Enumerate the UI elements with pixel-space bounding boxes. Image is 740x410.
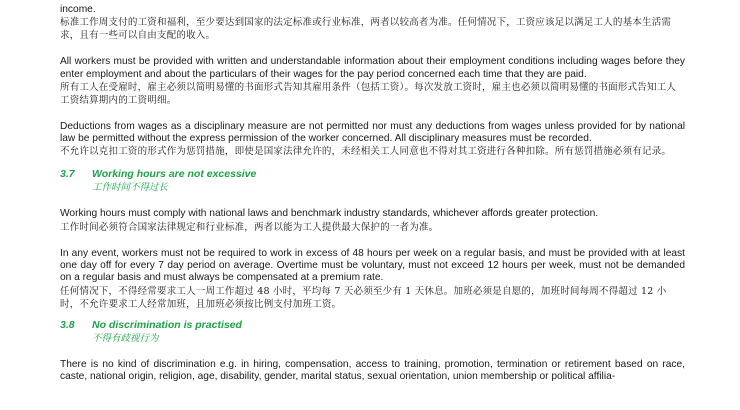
hours-48-zh: 任何情况下，不得经常要求工人一周工作超过 48 小时，平均每 7 天必须至少有 1 天休息。加班必须是自愿的，加班时间每周不得超过 12 小时，不允许要求工人经常加班，且加班必须按比例支付加班工资。: [60, 285, 667, 310]
income-zh-text: 标准工作周支付的工资和福利，至少要达到国家的法定标准或行业标准，两者以较高者为准。任何情况下，工资应该足以满足工人的基本生活需求，且有一些可以自由支配的收入。: [60, 17, 672, 42]
hours-law-paragraph: [60, 208, 685, 233]
written-info-en: All workers must be provided with written and understandable information about their employment conditions including wages before they enter employment and about the particulars of their wages for the pay period concerned each time that they are paid.: [60, 56, 685, 80]
written-info-zh: 所有工人在受雇时，雇主必须以简明易懂的书面形式告知其雇用条件（包括工资）。每次发放工资时，雇主也必须以简明易懂的书面形式告知工人工资结算期内的工资明细。: [60, 81, 677, 106]
section-3-8-title-zh: 不得有歧视行为: [92, 332, 159, 344]
written-info-paragraph: [60, 56, 685, 107]
section-3-8-title-en: No discrimination is practised: [92, 318, 242, 331]
hours-48-en: In any event, workers must not be required to work in excess of 48 hours per week on a regular basis, and must be provided with at least one day off for every 7 day period on average. Overtime must be voluntary, must not exceed 12 hours per week, must not be demanded on a regular basis and must always be compensated at a premium rate.: [60, 247, 685, 284]
section-3-7-title-en: Working hours are not excessive: [92, 168, 257, 181]
section-3-7-number: 3.7: [60, 168, 75, 181]
discrimination-en: There is no kind of discrimination e.g. in hiring, compensation, access to training, promotion, termination or retirement based on race, caste, national origin, religion, age, disability, gender, marital status, sexual orientation, union membership or political affilia-: [60, 358, 685, 382]
hours-48-paragraph: [60, 248, 685, 311]
income-tail-text: income.: [60, 4, 96, 15]
deductions-en: Deductions from wages as a disciplinary measure are not permitted nor must any deductions from wages unless provided for by national law be permitted without the express permission of the worker concerned. All disciplinary measures must be recorded.: [60, 120, 685, 145]
deductions-paragraph: [60, 121, 685, 159]
hours-law-en: Working hours must comply with national laws and benchmark industry standards, whichever affords greater protection.: [60, 208, 599, 220]
section-3-7-title-zh: 工作时间不得过长: [92, 182, 169, 194]
section-3-8-heading: [60, 319, 685, 345]
section-3-8-number: 3.8: [60, 318, 75, 331]
deductions-zh: 不允许以克扣工资的形式作为惩罚措施，即使是国家法律允许的，未经相关工人同意也不得对其工资进行各种扣除。所有惩罚措施必须有记录。: [60, 146, 672, 158]
section-3-7-heading: [60, 168, 685, 194]
document-page: [60, 0, 685, 383]
hours-law-zh: 工作时间必须符合国家法律规定和行业标准，两者以能为工人提供最大保护的一者为准。: [60, 221, 439, 233]
discrimination-paragraph: [60, 359, 685, 384]
